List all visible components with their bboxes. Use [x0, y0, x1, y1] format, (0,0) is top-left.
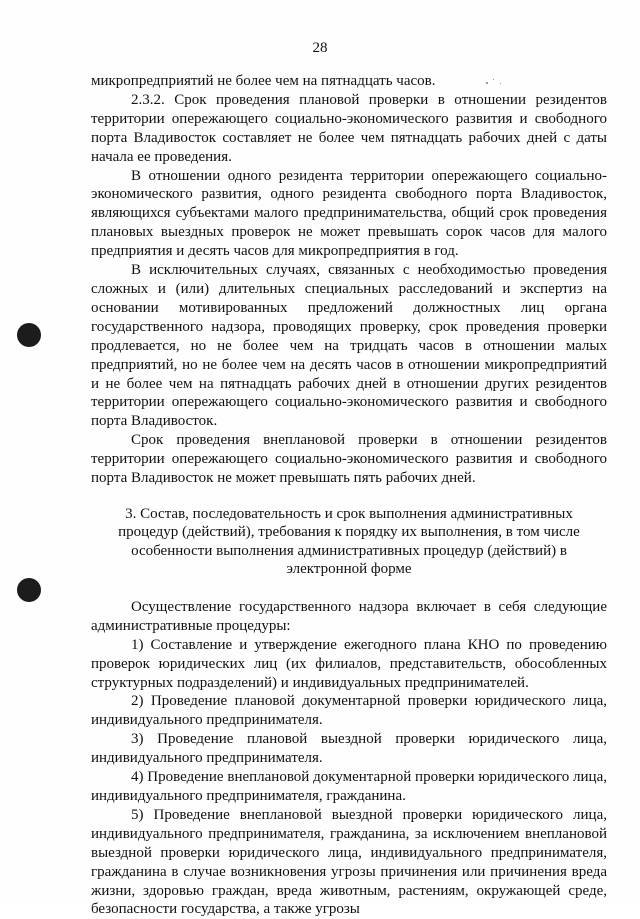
paragraph: 2.3.2. Срок проведения плановой проверки в отношении резидентов территории опережающего социально-экономического развития и свободного порта Владивосток составляет не более чем пятнадцать рабочих дней с даты начала ее проведения.: [91, 91, 607, 165]
list-item: 4) Проведение внеплановой документарной проверки юридического лица, индивидуального предпринимателя, гражданина.: [91, 769, 607, 804]
section-heading: 3. Состав, последовательность и срок выполнения административных процедур (действий), требования к порядку их выполнения, в том числе особенности выполнения административных процедур (действий) в электронной форме: [118, 505, 580, 578]
list-item: 2) Проведение плановой документарной проверки юридического лица, индивидуального предпринимателя.: [91, 693, 607, 729]
list-item: 1) Составление и утверждение ежегодного плана КНО по проведению проверок юридических лиц (их филиалов, представительств, обособленных структурных подразделений) и индивидуальных предпринимателей.: [91, 636, 607, 691]
binder-hole-bottom: [17, 578, 41, 602]
paragraph: В отношении одного резидента территории опережающего социально-экономического развития, одного резидента свободного порта Владивосток, являющихся субъектами малого предпринимательства, общий срок проведения плановых выездных проверок не может превышать сорок часов для малого предприятия и десять часов для микропредприятия в год.: [91, 167, 607, 260]
paragraph: В исключительных случаях, связанных с необходимостью проведения сложных и (или) длительных специальных расследований и экспертиз на основании мотивированных предложений должностных лиц органа государственного надзора, проводящих проверку, срок проведения проверки продлевается, но не более чем на тридцать часов в отношении малых предприятий, но не более чем на десять часов в отношении микропредприятий и не более чем на пятнадцать рабочих дней в отношении других резидентов территории опережающего социально-экономического развития и свободного порта Владивосток.: [91, 262, 607, 430]
list-item: 5) Проведение внеплановой выездной проверки юридического лица, индивидуального предпринимателя, гражданина, за исключением внеплановой выездной проверки юридического лица, индивидуального предпринимателя, гражданина в случае возникновения угрозы причинения или причинения вреда жизни, здоровью граждан, вреда животным, растениям, окружающей среде, безопасности государства, а также угрозы: [91, 806, 607, 918]
list-item: 3) Проведение плановой выездной проверки юридического лица, индивидуального предпринимателя.: [91, 731, 607, 767]
paragraph: микропредприятий не более чем на пятнадцать часов.: [91, 73, 436, 89]
paragraph: Осуществление государственного надзора включает в себя следующие административные процедуры:: [91, 598, 607, 634]
paragraph: Срок проведения внеплановой проверки в отношении резидентов территории опережающего социально-экономического развития и свободного порта Владивосток не может превышать пять рабочих дней.: [91, 432, 607, 487]
page-number: 28: [312, 40, 328, 56]
document-body: [91, 72, 607, 919]
binder-hole-top: [17, 323, 41, 347]
